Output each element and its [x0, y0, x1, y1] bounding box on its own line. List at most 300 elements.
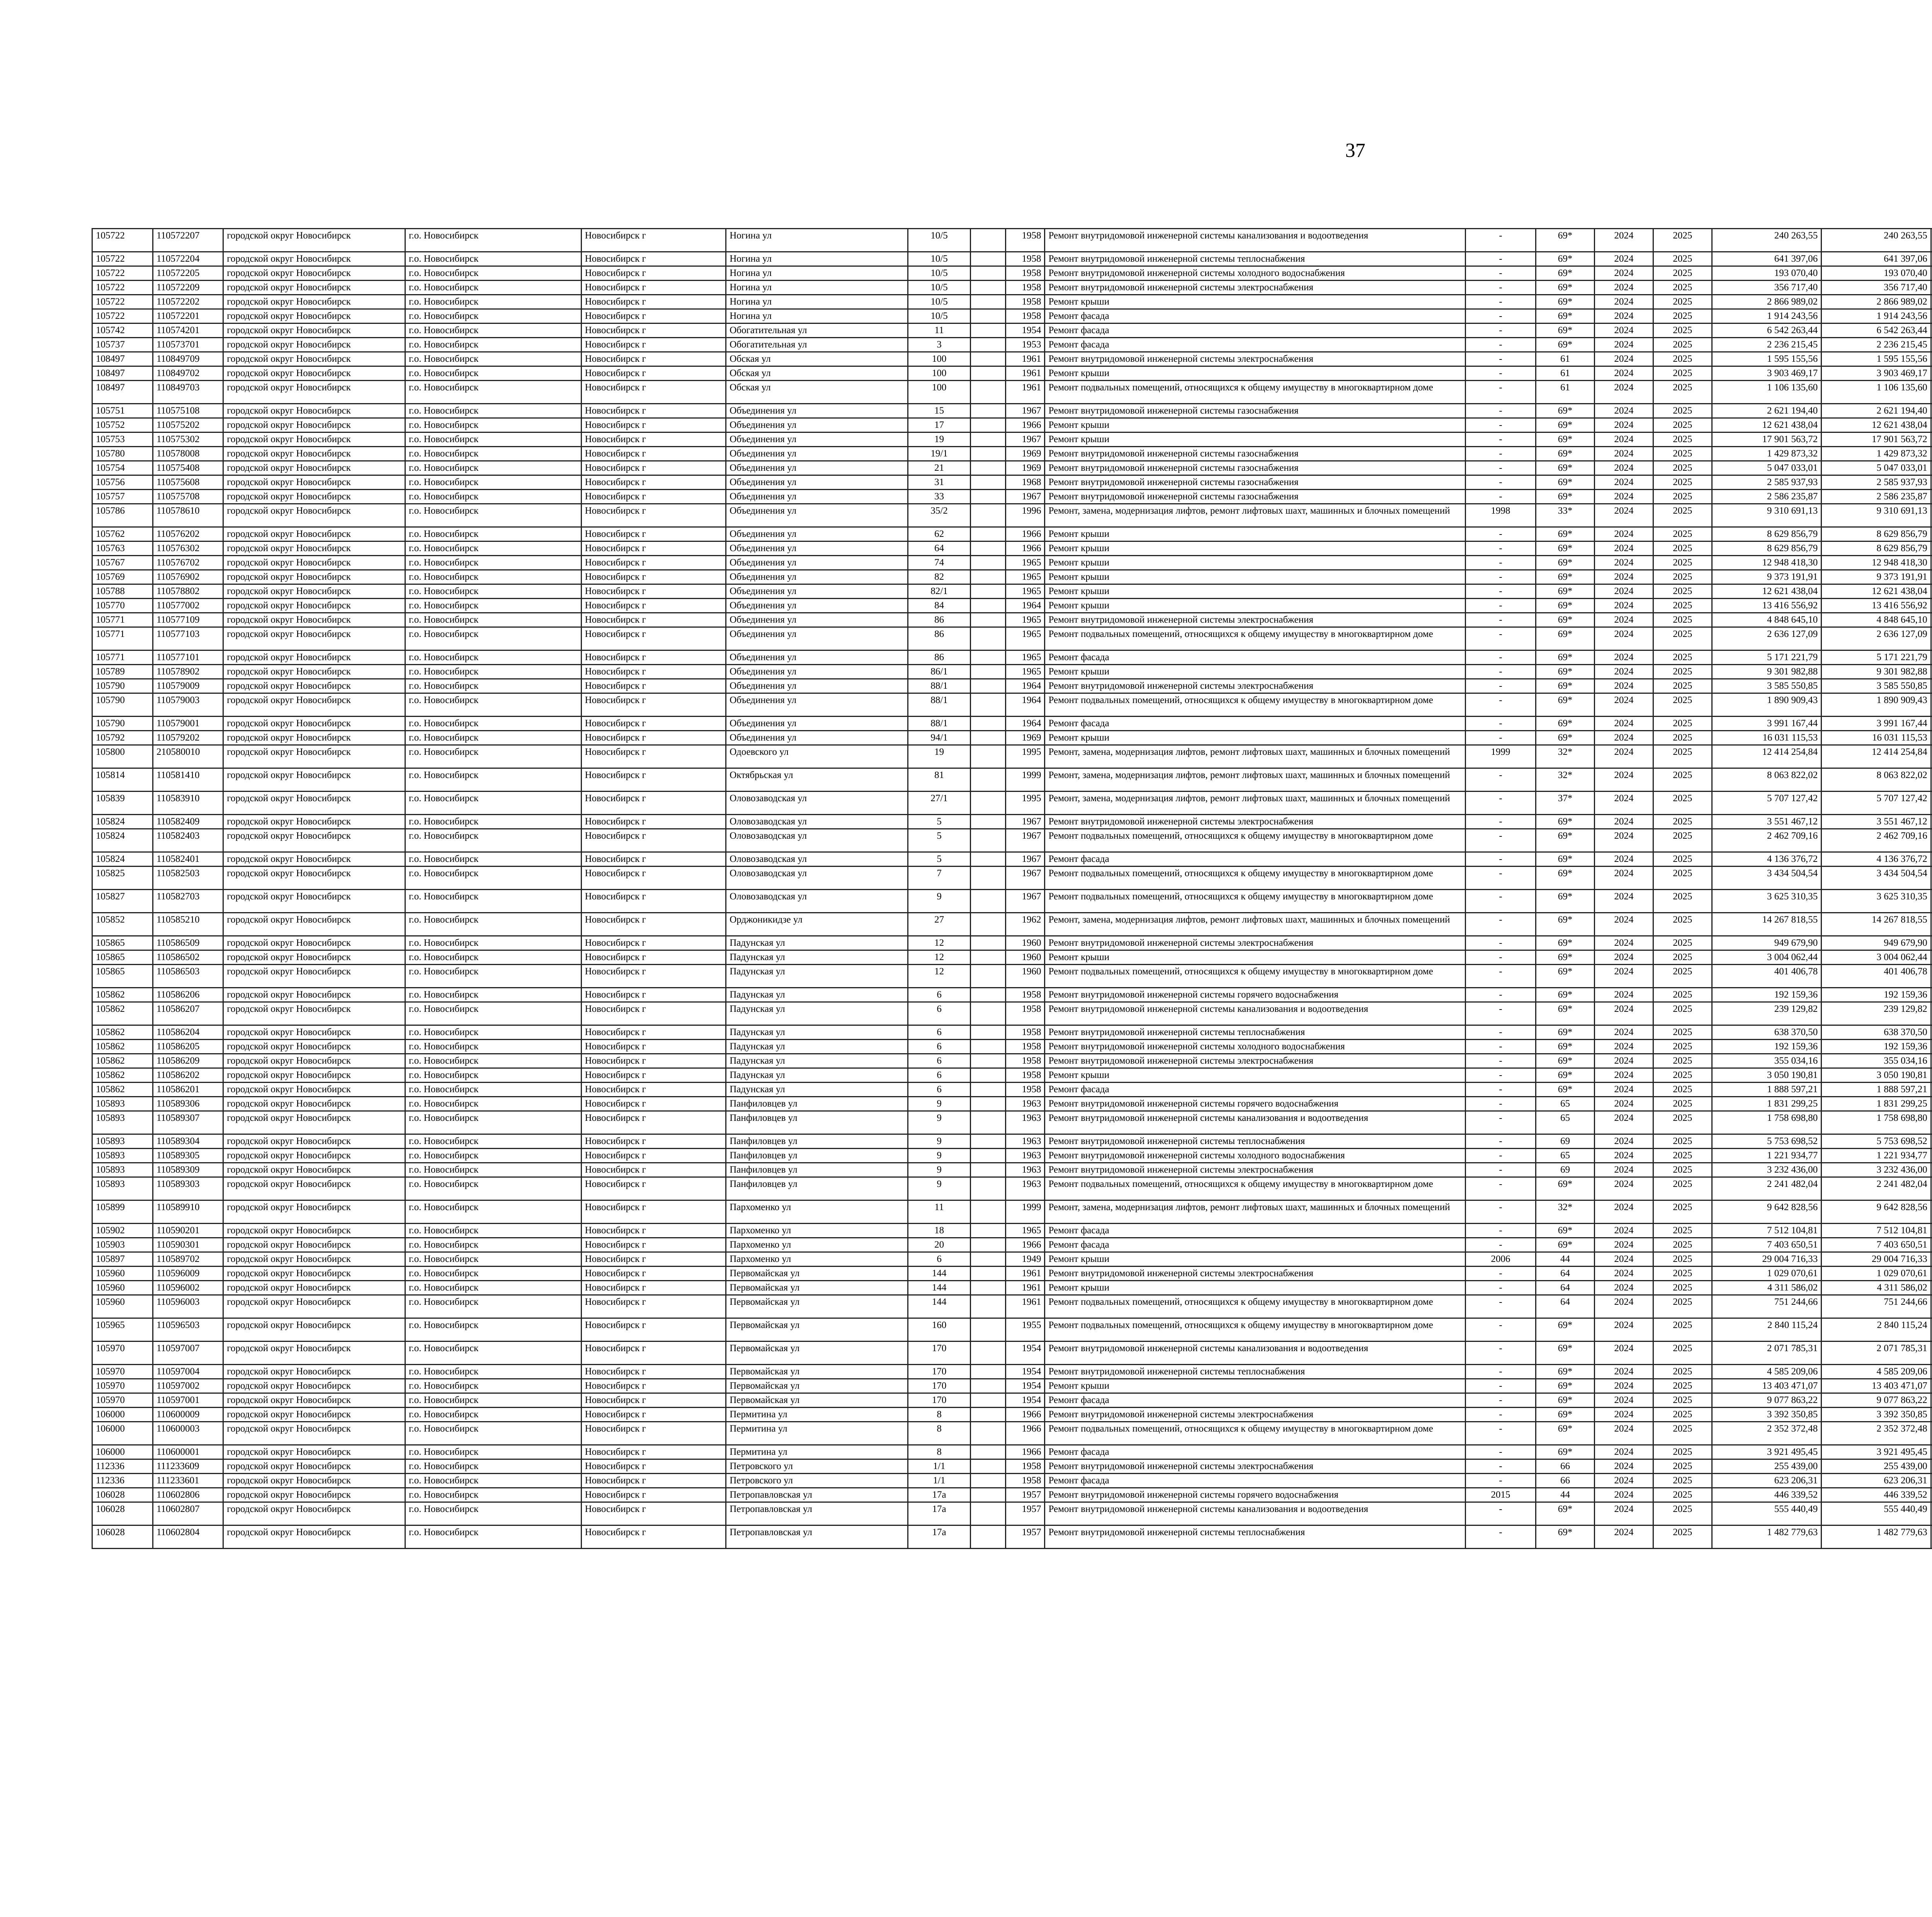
cell-build-year: 1954 [1006, 1393, 1045, 1408]
cell-build-year: 1958 [1006, 1002, 1045, 1025]
cell-wear: 69* [1536, 1365, 1595, 1379]
cell-house-id: 105862 [92, 988, 153, 1002]
cell-building-letter [971, 1025, 1006, 1040]
cell-fund-cost: 192 159,36 [1821, 988, 1931, 1002]
cell-settlement: Новосибирск г [581, 229, 726, 252]
cell-house-id: 105865 [92, 950, 153, 965]
cell-build-year: 1961 [1006, 1267, 1045, 1281]
table-row [92, 381, 1932, 404]
cell-building-letter [971, 665, 1006, 679]
cell-district: г.о. Новосибирск [405, 950, 582, 965]
cell-total-cost: 14 267 818,55 [1712, 913, 1821, 936]
cell-settlement: Новосибирск г [581, 1252, 726, 1267]
cell-last-repair-year: - [1465, 1502, 1536, 1525]
cell-district: г.о. Новосибирск [405, 1459, 582, 1474]
cell-wear: 69* [1536, 461, 1595, 475]
cell-district: г.о. Новосибирск [405, 1134, 582, 1149]
cell-house-number: 81 [908, 768, 971, 792]
cell-record-id: 110572209 [153, 281, 223, 295]
cell-house-number: 21 [908, 461, 971, 475]
cell-house-number: 35/2 [908, 504, 971, 527]
cell-plan-year-start: 2024 [1595, 1342, 1653, 1365]
cell-total-cost: 9 301 982,88 [1712, 665, 1821, 679]
cell-plan-year-start: 2024 [1595, 323, 1653, 338]
cell-plan-year-end: 2025 [1653, 1083, 1712, 1097]
cell-house-id: 105742 [92, 323, 153, 338]
cell-settlement: Новосибирск г [581, 950, 726, 965]
cell-building-letter [971, 252, 1006, 266]
cell-municipality: городской округ Новосибирск [223, 613, 405, 627]
cell-work-type: Ремонт фасада [1045, 1238, 1465, 1252]
cell-record-id: 110602806 [153, 1488, 223, 1502]
cell-street: Первомайская ул [726, 1393, 908, 1408]
cell-wear: 69* [1536, 665, 1595, 679]
cell-municipality: городской округ Новосибирск [223, 338, 405, 352]
cell-settlement: Новосибирск г [581, 1342, 726, 1365]
cell-municipality: городской округ Новосибирск [223, 404, 405, 418]
cell-plan-year-start: 2024 [1595, 1318, 1653, 1342]
cell-house-number: 74 [908, 556, 971, 570]
cell-wear: 69* [1536, 815, 1595, 829]
cell-fund-cost: 193 070,40 [1821, 266, 1931, 281]
cell-work-type: Ремонт внутридомовой инженерной системы теплоснабжения [1045, 1365, 1465, 1379]
cell-house-number: 3 [908, 338, 971, 352]
table-row [92, 815, 1932, 829]
cell-last-repair-year: - [1465, 1054, 1536, 1068]
cell-total-cost: 638 370,50 [1712, 1025, 1821, 1040]
table-row [92, 504, 1932, 527]
cell-work-type: Ремонт внутридомовой инженерной системы теплоснабжения [1045, 1134, 1465, 1149]
cell-build-year: 1964 [1006, 679, 1045, 693]
cell-house-number: 88/1 [908, 679, 971, 693]
cell-district: г.о. Новосибирск [405, 1318, 582, 1342]
cell-house-id: 105862 [92, 1054, 153, 1068]
cell-plan-year-start: 2024 [1595, 1134, 1653, 1149]
cell-fund-cost: 355 034,16 [1821, 1054, 1931, 1068]
cell-build-year: 1963 [1006, 1177, 1045, 1200]
cell-settlement: Новосибирск г [581, 1054, 726, 1068]
cell-work-type: Ремонт внутридомовой инженерной системы канализования и водоотведения [1045, 1002, 1465, 1025]
cell-wear: 69* [1536, 1083, 1595, 1097]
cell-plan-year-end: 2025 [1653, 1238, 1712, 1252]
cell-total-cost: 751 244,66 [1712, 1295, 1821, 1318]
cell-plan-year-end: 2025 [1653, 1525, 1712, 1549]
cell-build-year: 1965 [1006, 665, 1045, 679]
cell-fund-cost: 1 029 070,61 [1821, 1267, 1931, 1281]
cell-last-repair-year: - [1465, 266, 1536, 281]
cell-street: Пермитина ул [726, 1408, 908, 1422]
cell-street: Первомайская ул [726, 1267, 908, 1281]
cell-work-type: Ремонт крыши [1045, 366, 1465, 381]
cell-street: Оловозаводская ул [726, 890, 908, 913]
cell-record-id: 110585210 [153, 913, 223, 936]
cell-wear: 69* [1536, 281, 1595, 295]
cell-house-number: 86 [908, 613, 971, 627]
cell-house-number: 82/1 [908, 584, 971, 599]
cell-wear: 69* [1536, 541, 1595, 556]
cell-house-id: 106000 [92, 1408, 153, 1422]
cell-last-repair-year: - [1465, 309, 1536, 323]
cell-fund-cost: 623 206,31 [1821, 1474, 1931, 1488]
cell-fund-cost: 3 232 436,00 [1821, 1163, 1931, 1177]
cell-municipality: городской округ Новосибирск [223, 527, 405, 541]
cell-building-letter [971, 1318, 1006, 1342]
cell-total-cost: 2 352 372,48 [1712, 1422, 1821, 1445]
cell-plan-year-start: 2024 [1595, 613, 1653, 627]
cell-plan-year-start: 2024 [1595, 1149, 1653, 1163]
cell-record-id: 110597001 [153, 1393, 223, 1408]
cell-house-number: 8 [908, 1408, 971, 1422]
cell-last-repair-year: - [1465, 366, 1536, 381]
cell-fund-cost: 1 758 698,80 [1821, 1111, 1931, 1134]
cell-record-id: 110590201 [153, 1224, 223, 1238]
cell-last-repair-year: - [1465, 613, 1536, 627]
cell-plan-year-start: 2024 [1595, 352, 1653, 366]
cell-house-number: 86 [908, 650, 971, 665]
cell-municipality: городской округ Новосибирск [223, 1295, 405, 1318]
cell-settlement: Новосибирск г [581, 1224, 726, 1238]
table-row [92, 1488, 1932, 1502]
cell-last-repair-year: - [1465, 768, 1536, 792]
cell-record-id: 110597002 [153, 1379, 223, 1393]
cell-plan-year-end: 2025 [1653, 890, 1712, 913]
cell-record-id: 110590301 [153, 1238, 223, 1252]
cell-district: г.о. Новосибирск [405, 1281, 582, 1295]
table-row [92, 1295, 1932, 1318]
cell-building-letter [971, 418, 1006, 432]
cell-fund-cost: 9 301 982,88 [1821, 665, 1931, 679]
cell-street: Ногина ул [726, 281, 908, 295]
table-row [92, 913, 1932, 936]
cell-record-id: 110589702 [153, 1252, 223, 1267]
cell-house-id: 105862 [92, 1083, 153, 1097]
cell-district: г.о. Новосибирск [405, 599, 582, 613]
table-row [92, 1502, 1932, 1525]
cell-wear: 69* [1536, 404, 1595, 418]
table-row [92, 338, 1932, 352]
cell-plan-year-start: 2024 [1595, 1474, 1653, 1488]
cell-building-letter [971, 309, 1006, 323]
table-row [92, 829, 1932, 852]
cell-street: Объединения ул [726, 541, 908, 556]
cell-plan-year-end: 2025 [1653, 613, 1712, 627]
cell-house-id: 108497 [92, 366, 153, 381]
cell-district: г.о. Новосибирск [405, 1054, 582, 1068]
table-row [92, 1054, 1932, 1068]
cell-house-id: 105903 [92, 1238, 153, 1252]
table-row [92, 717, 1932, 731]
cell-settlement: Новосибирск г [581, 792, 726, 815]
cell-total-cost: 3 434 504,54 [1712, 867, 1821, 890]
cell-wear: 69* [1536, 1408, 1595, 1422]
cell-work-type: Ремонт внутридомовой инженерной системы теплоснабжения [1045, 1025, 1465, 1040]
table-row [92, 461, 1932, 475]
cell-building-letter [971, 1111, 1006, 1134]
cell-fund-cost: 1 890 909,43 [1821, 693, 1931, 717]
cell-record-id: 110586201 [153, 1083, 223, 1097]
cell-build-year: 1958 [1006, 988, 1045, 1002]
cell-last-repair-year: - [1465, 432, 1536, 447]
cell-district: г.о. Новосибирск [405, 229, 582, 252]
cell-plan-year-start: 2024 [1595, 1379, 1653, 1393]
cell-fund-cost: 9 642 828,56 [1821, 1200, 1931, 1224]
cell-fund-cost: 2 636 127,09 [1821, 627, 1931, 650]
cell-last-repair-year: - [1465, 1068, 1536, 1083]
cell-municipality: городской округ Новосибирск [223, 570, 405, 584]
cell-plan-year-start: 2024 [1595, 1525, 1653, 1549]
table-row [92, 1200, 1932, 1224]
cell-plan-year-start: 2024 [1595, 1068, 1653, 1083]
cell-house-id: 105824 [92, 815, 153, 829]
cell-house-id: 105780 [92, 447, 153, 461]
cell-total-cost: 8 629 856,79 [1712, 527, 1821, 541]
cell-plan-year-start: 2024 [1595, 1040, 1653, 1054]
cell-work-type: Ремонт внутридомовой инженерной системы горячего водоснабжения [1045, 1488, 1465, 1502]
cell-plan-year-end: 2025 [1653, 1267, 1712, 1281]
cell-street: Объединения ул [726, 599, 908, 613]
cell-house-id: 108497 [92, 352, 153, 366]
cell-building-letter [971, 1393, 1006, 1408]
cell-plan-year-start: 2024 [1595, 1200, 1653, 1224]
cell-municipality: городской округ Новосибирск [223, 556, 405, 570]
cell-street: Объединения ул [726, 679, 908, 693]
cell-house-id: 105788 [92, 584, 153, 599]
table-row [92, 852, 1932, 867]
cell-total-cost: 356 717,40 [1712, 281, 1821, 295]
cell-settlement: Новосибирск г [581, 1040, 726, 1054]
cell-wear: 65 [1536, 1149, 1595, 1163]
cell-record-id: 110581410 [153, 768, 223, 792]
cell-street: Первомайская ул [726, 1342, 908, 1365]
cell-work-type: Ремонт фасада [1045, 1393, 1465, 1408]
cell-building-letter [971, 323, 1006, 338]
cell-build-year: 1957 [1006, 1502, 1045, 1525]
cell-building-letter [971, 295, 1006, 309]
cell-house-number: 10/5 [908, 309, 971, 323]
cell-building-letter [971, 1002, 1006, 1025]
cell-district: г.о. Новосибирск [405, 693, 582, 717]
cell-fund-cost: 2 071 785,31 [1821, 1342, 1931, 1365]
cell-house-number: 9 [908, 890, 971, 913]
cell-total-cost: 9 310 691,13 [1712, 504, 1821, 527]
cell-building-letter [971, 693, 1006, 717]
cell-street: Оловозаводская ул [726, 852, 908, 867]
cell-wear: 69* [1536, 527, 1595, 541]
cell-building-letter [971, 1163, 1006, 1177]
table-row [92, 1068, 1932, 1083]
cell-plan-year-start: 2024 [1595, 950, 1653, 965]
cell-last-repair-year: - [1465, 527, 1536, 541]
cell-house-number: 6 [908, 1054, 971, 1068]
cell-plan-year-end: 2025 [1653, 988, 1712, 1002]
cell-municipality: городской округ Новосибирск [223, 1459, 405, 1474]
table-row [92, 1002, 1932, 1025]
cell-municipality: городской округ Новосибирск [223, 745, 405, 768]
cell-building-letter [971, 965, 1006, 988]
cell-total-cost: 3 625 310,35 [1712, 890, 1821, 913]
cell-plan-year-start: 2024 [1595, 717, 1653, 731]
cell-total-cost: 12 621 438,04 [1712, 584, 1821, 599]
cell-plan-year-start: 2024 [1595, 890, 1653, 913]
cell-build-year: 1958 [1006, 1054, 1045, 1068]
cell-settlement: Новосибирск г [581, 1097, 726, 1111]
cell-wear: 69* [1536, 1342, 1595, 1365]
cell-build-year: 1960 [1006, 965, 1045, 988]
cell-building-letter [971, 1083, 1006, 1097]
cell-house-id: 105722 [92, 281, 153, 295]
cell-settlement: Новосибирск г [581, 570, 726, 584]
cell-house-id: 105970 [92, 1379, 153, 1393]
cell-house-number: 18 [908, 1224, 971, 1238]
cell-house-number: 27 [908, 913, 971, 936]
cell-municipality: городской округ Новосибирск [223, 1393, 405, 1408]
table-row [92, 1238, 1932, 1252]
cell-house-id: 112336 [92, 1474, 153, 1488]
cell-last-repair-year: - [1465, 1474, 1536, 1488]
cell-work-type: Ремонт внутридомовой инженерной системы электроснабжения [1045, 815, 1465, 829]
cell-wear: 61 [1536, 352, 1595, 366]
cell-district: г.о. Новосибирск [405, 447, 582, 461]
cell-plan-year-start: 2024 [1595, 867, 1653, 890]
table-row [92, 1163, 1932, 1177]
cell-municipality: городской округ Новосибирск [223, 852, 405, 867]
table-row [92, 295, 1932, 309]
cell-fund-cost: 12 414 254,84 [1821, 745, 1931, 768]
table-row [92, 252, 1932, 266]
cell-record-id: 110577002 [153, 599, 223, 613]
cell-fund-cost: 3 434 504,54 [1821, 867, 1931, 890]
cell-last-repair-year: - [1465, 1097, 1536, 1111]
table-row [92, 404, 1932, 418]
cell-settlement: Новосибирск г [581, 1408, 726, 1422]
cell-street: Падунская ул [726, 1054, 908, 1068]
cell-plan-year-start: 2024 [1595, 1281, 1653, 1295]
cell-total-cost: 3 232 436,00 [1712, 1163, 1821, 1177]
cell-total-cost: 446 339,52 [1712, 1488, 1821, 1502]
cell-house-number: 6 [908, 1040, 971, 1054]
cell-total-cost: 3 004 062,44 [1712, 950, 1821, 965]
cell-house-number: 9 [908, 1177, 971, 1200]
cell-work-type: Ремонт внутридомовой инженерной системы канализования и водоотведения [1045, 229, 1465, 252]
cell-district: г.о. Новосибирск [405, 792, 582, 815]
cell-district: г.о. Новосибирск [405, 1342, 582, 1365]
cell-house-id: 105862 [92, 1040, 153, 1054]
cell-street: Объединения ул [726, 432, 908, 447]
cell-settlement: Новосибирск г [581, 913, 726, 936]
cell-fund-cost: 9 373 191,91 [1821, 570, 1931, 584]
cell-street: Первомайская ул [726, 1379, 908, 1393]
cell-building-letter [971, 1295, 1006, 1318]
cell-work-type: Ремонт крыши [1045, 1281, 1465, 1295]
cell-district: г.о. Новосибирск [405, 541, 582, 556]
cell-wear: 69* [1536, 1379, 1595, 1393]
cell-build-year: 1958 [1006, 309, 1045, 323]
cell-municipality: городской округ Новосибирск [223, 461, 405, 475]
cell-record-id: 110572207 [153, 229, 223, 252]
cell-district: г.о. Новосибирск [405, 1149, 582, 1163]
cell-last-repair-year: - [1465, 693, 1536, 717]
table-row [92, 1318, 1932, 1342]
cell-plan-year-end: 2025 [1653, 295, 1712, 309]
cell-district: г.о. Новосибирск [405, 490, 582, 504]
table-row [92, 1379, 1932, 1393]
cell-record-id: 110578610 [153, 504, 223, 527]
cell-record-id: 110596009 [153, 1267, 223, 1281]
cell-settlement: Новосибирск г [581, 1163, 726, 1177]
cell-work-type: Ремонт, замена, модернизация лифтов, ремонт лифтовых шахт, машинных и блочных помещений [1045, 504, 1465, 527]
cell-district: г.о. Новосибирск [405, 418, 582, 432]
cell-plan-year-end: 2025 [1653, 1149, 1712, 1163]
cell-plan-year-end: 2025 [1653, 1393, 1712, 1408]
cell-district: г.о. Новосибирск [405, 1295, 582, 1318]
cell-total-cost: 5 707 127,42 [1712, 792, 1821, 815]
cell-last-repair-year: - [1465, 965, 1536, 988]
cell-fund-cost: 2 462 709,16 [1821, 829, 1931, 852]
cell-total-cost: 2 236 215,45 [1712, 338, 1821, 352]
cell-building-letter [971, 352, 1006, 366]
cell-total-cost: 355 034,16 [1712, 1054, 1821, 1068]
cell-build-year: 1967 [1006, 490, 1045, 504]
cell-plan-year-end: 2025 [1653, 829, 1712, 852]
cell-house-number: 10/5 [908, 229, 971, 252]
cell-wear: 69* [1536, 229, 1595, 252]
cell-last-repair-year: - [1465, 650, 1536, 665]
cell-build-year: 1969 [1006, 731, 1045, 745]
table-row [92, 627, 1932, 650]
cell-house-id: 105757 [92, 490, 153, 504]
cell-house-id: 105825 [92, 867, 153, 890]
cell-last-repair-year: - [1465, 461, 1536, 475]
cell-fund-cost: 1 831 299,25 [1821, 1097, 1931, 1111]
cell-settlement: Новосибирск г [581, 1525, 726, 1549]
cell-last-repair-year: - [1465, 1281, 1536, 1295]
cell-house-number: 84 [908, 599, 971, 613]
cell-wear: 69* [1536, 829, 1595, 852]
cell-house-id: 105839 [92, 792, 153, 815]
cell-wear: 64 [1536, 1267, 1595, 1281]
cell-house-number: 17 [908, 418, 971, 432]
cell-house-number: 88/1 [908, 717, 971, 731]
cell-build-year: 1995 [1006, 745, 1045, 768]
cell-municipality: городской округ Новосибирск [223, 295, 405, 309]
cell-total-cost: 1 429 873,32 [1712, 447, 1821, 461]
cell-record-id: 110573701 [153, 338, 223, 352]
cell-work-type: Ремонт крыши [1045, 418, 1465, 432]
cell-plan-year-end: 2025 [1653, 366, 1712, 381]
cell-total-cost: 2 585 937,93 [1712, 475, 1821, 490]
cell-municipality: городской округ Новосибирск [223, 792, 405, 815]
cell-total-cost: 2 621 194,40 [1712, 404, 1821, 418]
cell-fund-cost: 2 236 215,45 [1821, 338, 1931, 352]
cell-wear: 69* [1536, 717, 1595, 731]
cell-settlement: Новосибирск г [581, 1459, 726, 1474]
cell-work-type: Ремонт крыши [1045, 570, 1465, 584]
cell-record-id: 110575408 [153, 461, 223, 475]
cell-last-repair-year: 2015 [1465, 1488, 1536, 1502]
cell-plan-year-end: 2025 [1653, 650, 1712, 665]
cell-wear: 66 [1536, 1474, 1595, 1488]
cell-total-cost: 641 397,06 [1712, 252, 1821, 266]
cell-settlement: Новосибирск г [581, 1445, 726, 1459]
cell-wear: 69* [1536, 1040, 1595, 1054]
cell-building-letter [971, 1422, 1006, 1445]
cell-build-year: 1966 [1006, 418, 1045, 432]
table-row [92, 432, 1932, 447]
cell-settlement: Новосибирск г [581, 309, 726, 323]
cell-fund-cost: 7 403 650,51 [1821, 1238, 1931, 1252]
cell-municipality: городской округ Новосибирск [223, 504, 405, 527]
cell-build-year: 1954 [1006, 1342, 1045, 1365]
